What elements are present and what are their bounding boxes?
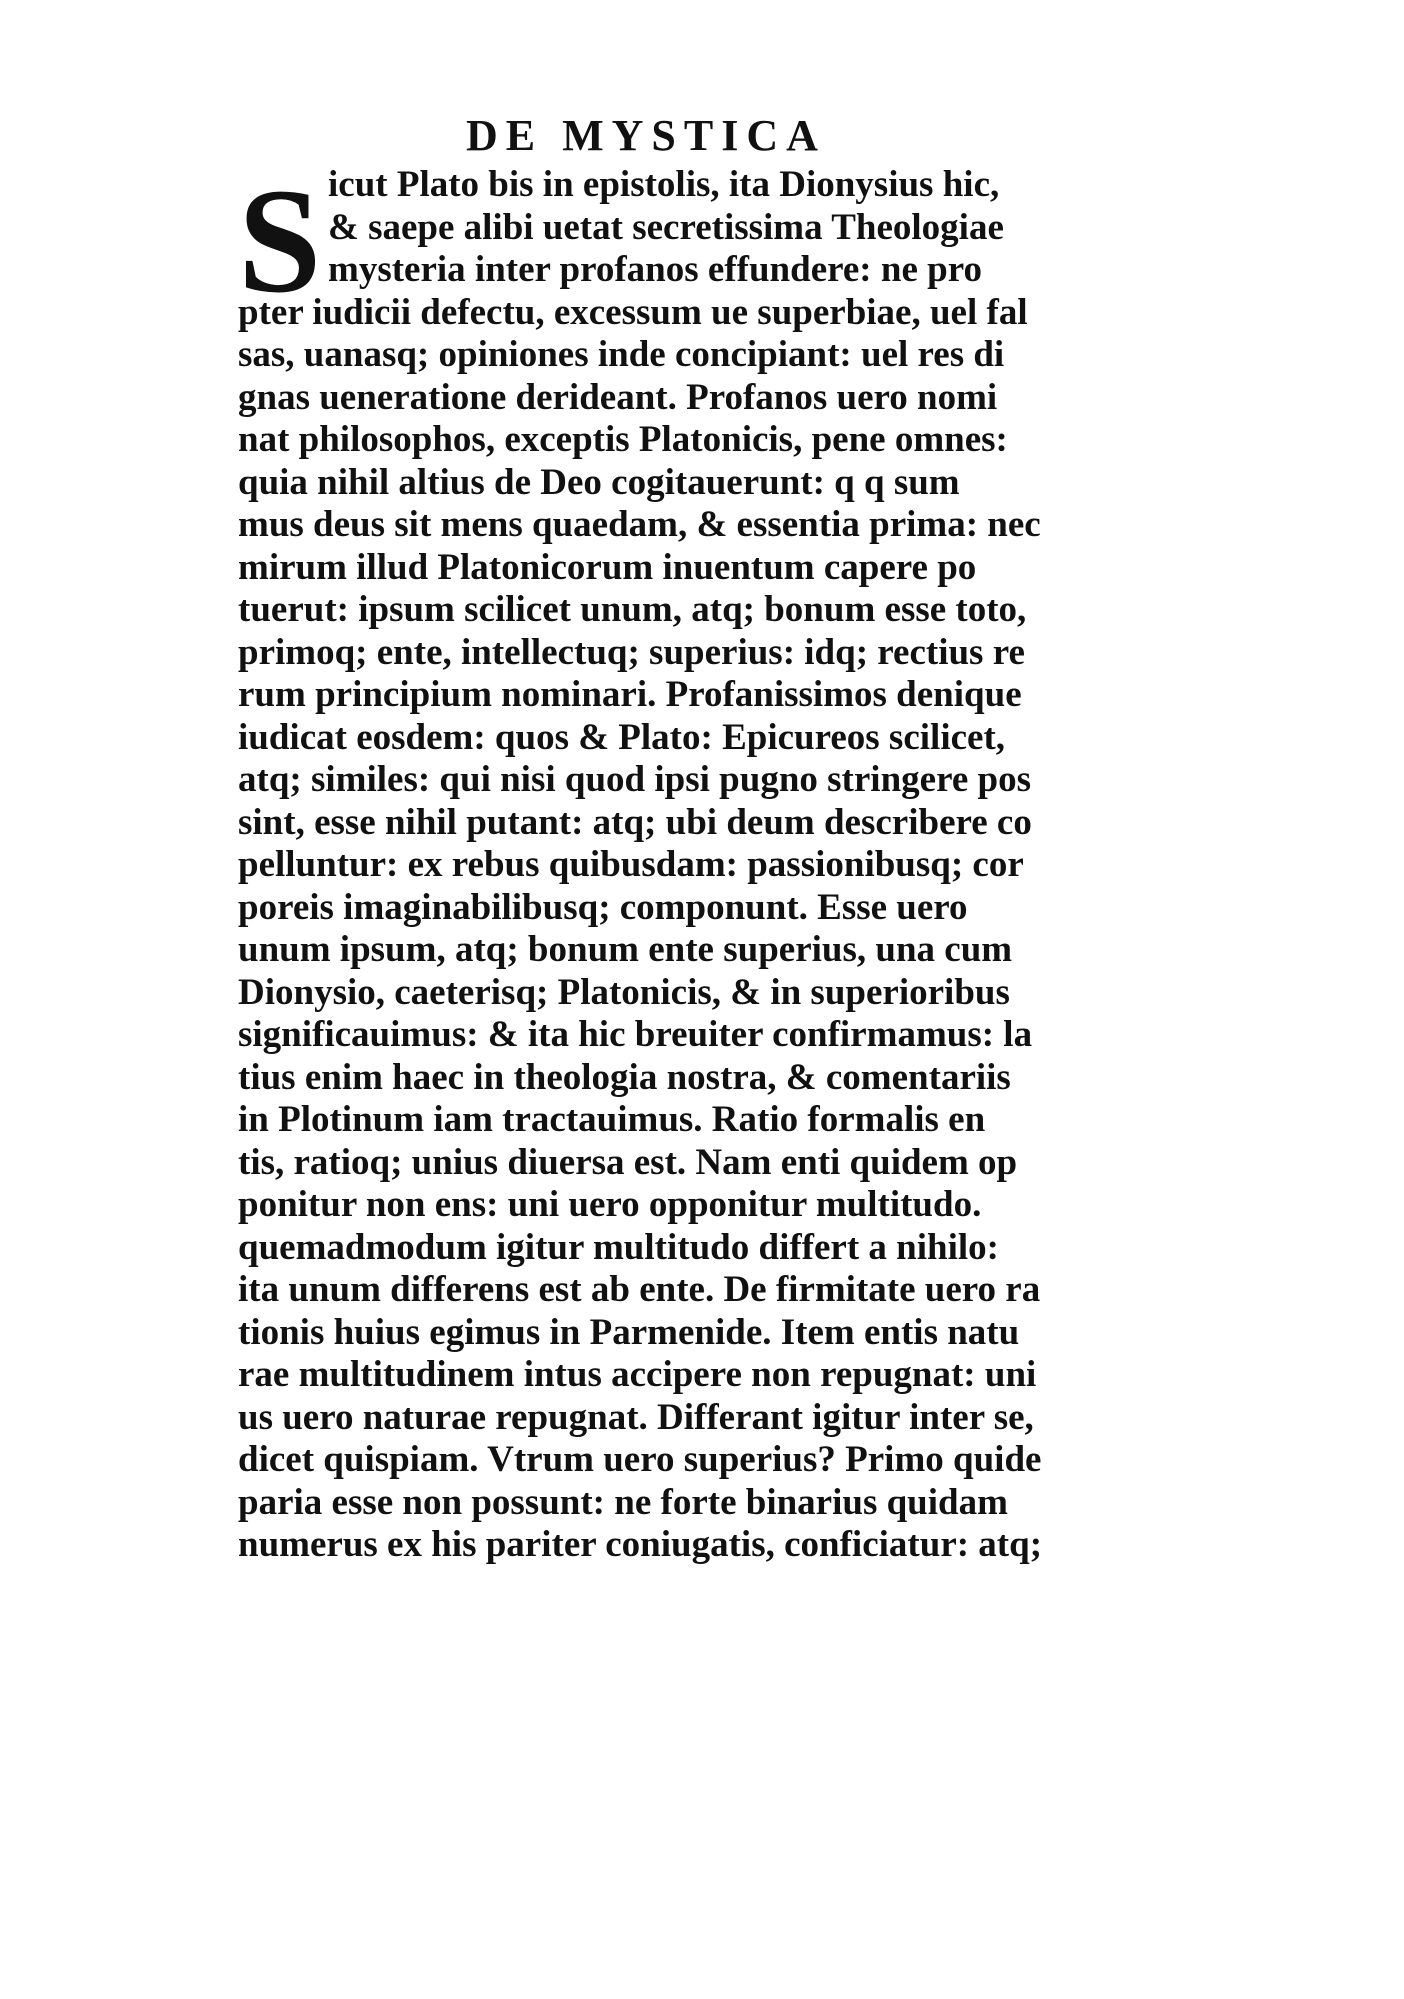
text-line: ponitur non ens: uni uero opponitur multitudo. bbox=[238, 1184, 982, 1225]
text-line: icut Plato bis in epistolis, ita Dionysius hic, bbox=[328, 164, 1000, 205]
text-line: rum principium nominari. Profanissimos denique bbox=[238, 674, 1022, 715]
text-line: quia nihil altius de Deo cogitauerunt: q q sum bbox=[238, 461, 960, 503]
text-line: paria esse non possunt: ne forte binarius quidam bbox=[238, 1481, 1008, 1523]
text-line: quemadmodum igitur multitudo differt a nihilo: bbox=[238, 1226, 999, 1268]
text-line: mysteria inter profanos effundere: ne pro bbox=[328, 249, 982, 290]
text-line: unum ipsum, atq; bonum ente superius, una cum bbox=[238, 929, 1013, 970]
body-text bbox=[238, 158, 1198, 1567]
text-line: significauimus: & ita hic breuiter confirmamus: la bbox=[238, 1014, 1033, 1055]
text-line: atq; similes: qui nisi quod ipsi pugno stringere pos bbox=[238, 759, 1031, 800]
text-line: rae multitudinem intus accipere non repugnat: uni bbox=[238, 1354, 1037, 1395]
text-line: tuerut: ipsum scilicet unum, atq; bonum esse toto, bbox=[238, 589, 1027, 630]
text-line: tius enim haec in theologia nostra, & comentariis bbox=[238, 1056, 1011, 1098]
text-line: mus deus sit mens quaedam, & essentia prima: nec bbox=[238, 504, 1041, 545]
text-line: tis, ratioq; unius diuersa est. Nam enti quidem op bbox=[238, 1141, 1018, 1183]
text-line: dicet quispiam. Vtrum uero superius? Primo quide bbox=[238, 1439, 1042, 1480]
text-line: iudicat eosdem: quos & Plato: Epicureos scilicet, bbox=[238, 716, 1006, 758]
text-line: primoq; ente, intellectuq; superius: idq; rectius re bbox=[238, 631, 1025, 673]
text-line: pter iudicii defectu, excessum ue superbiae, uel fal bbox=[238, 291, 1028, 333]
drop-cap: S bbox=[238, 158, 322, 324]
text-line: nat philosophos, exceptis Platonicis, pene omnes: bbox=[238, 419, 1008, 460]
text-line: sint, esse nihil putant: atq; ubi deum describere co bbox=[238, 801, 1032, 843]
text-line: & saepe alibi uetat secretissima Theologiae bbox=[328, 206, 1004, 248]
text-line: sas, uanasq; opiniones inde concipiant: uel res di bbox=[238, 334, 1005, 375]
text-line: gnas ueneratione derideant. Profanos uero nomi bbox=[238, 376, 998, 418]
running-head: DE MYSTICA bbox=[466, 111, 826, 160]
text-line: us uero naturae repugnat. Differant igitur inter se, bbox=[238, 1396, 1034, 1438]
text-line: poreis imaginabilibusq; componunt. Esse uero bbox=[238, 886, 968, 928]
text-line: in Plotinum iam tractauimus. Ratio formalis en bbox=[238, 1099, 986, 1140]
text-line: ita unum differens est ab ente. De firmitate uero ra bbox=[238, 1269, 1041, 1310]
text-line: mirum illud Platonicorum inuentum capere po bbox=[238, 546, 977, 588]
text-line: Dionysio, caeterisq; Platonicis, & in superioribus bbox=[238, 971, 1010, 1013]
text-line: pelluntur: ex rebus quibusdam: passionibusq; cor bbox=[238, 844, 1024, 885]
text-line: numerus ex his pariter coniugatis, conficiatur: atq; bbox=[238, 1524, 1043, 1565]
text-line: tionis huius egimus in Parmenide. Item entis natu bbox=[238, 1311, 1020, 1353]
